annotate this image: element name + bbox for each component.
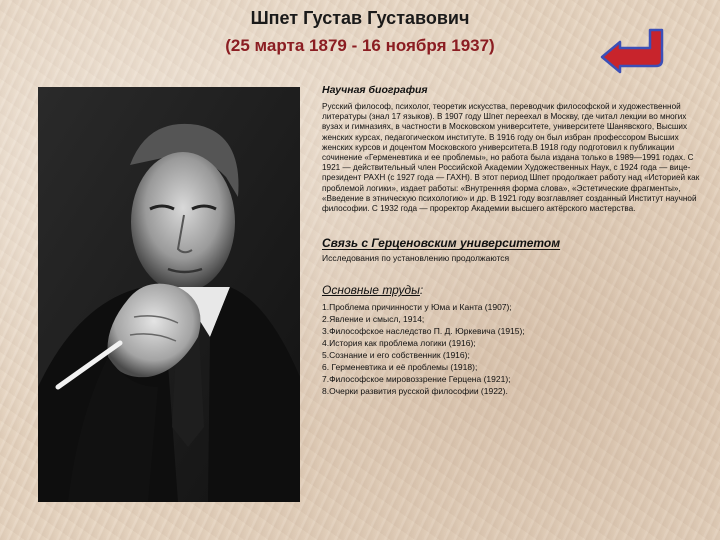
herzen-heading: Связь с Герценовским университетом xyxy=(322,236,561,251)
portrait-photo xyxy=(38,87,300,502)
biography-heading: Научная биография xyxy=(322,84,428,96)
biography-section xyxy=(322,84,700,397)
list-item: 1.Проблема причинности у Юма и Канта (1907); xyxy=(322,302,512,313)
list-item: 3.Философское наследство П. Д. Юркевича (1915); xyxy=(322,326,525,337)
list-item: 8.Очерки развития русской философии (1922). xyxy=(322,386,508,397)
list-item: 5.Сознание и его собственник (1916); xyxy=(322,350,470,361)
back-arrow-button[interactable] xyxy=(597,24,669,76)
back-arrow-icon xyxy=(597,24,669,76)
works-heading: Основные труды xyxy=(322,283,420,298)
herzen-note: Исследования по установлению продолжаются xyxy=(322,253,510,264)
works-heading-colon: : xyxy=(419,283,424,298)
works-list xyxy=(322,301,700,397)
biography-text: Русский философ, психолог, теоретик искусства, переводчик философской и художественной литературы (знал 17 языков). В 1907 году Шпет переехал в Москву, где читал лекции во многих вузах и гимназиях, в частности в Московском университете, университете Шанявского, Высших женских курсах, педагогическом институте. В 1916 году он был избран профессором Высших женских курсов и доцентом Московского университета.В 1918 году подготовил к публикации сочинение «Герменевтика и ее проблемы», но работа была издана только в 1989—1991 годах. С 1921 — действительный член Российской Академии Художественных Наук, с 1924 года — вице-президент РАХН (с 1927 года — ГАХН). В этот период Шпет продолжает работу над «Историей как проблемой логики», издает работы: «Внутренняя форма слова», «Эстетические фрагменты», «Введение в этническую психологию» и др. В 1921 году возглавляет созданный Институт научной философии. С 1932 года — проректор Академии высшего актёрского мастерства. xyxy=(322,102,700,214)
page-title: Шпет Густав Густавович xyxy=(250,8,470,28)
works-heading-line xyxy=(322,283,700,297)
list-item: 2.Явление и смысл, 1914; xyxy=(322,314,425,325)
life-dates: (25 марта 1879 - 16 ноября 1937) xyxy=(225,36,495,55)
list-item: 7.Философское мировоззрение Герцена (1921); xyxy=(322,374,511,385)
list-item: 4.История как проблема логики (1916); xyxy=(322,338,476,349)
list-item: 6. Герменевтика и её проблемы (1918); xyxy=(322,362,478,373)
